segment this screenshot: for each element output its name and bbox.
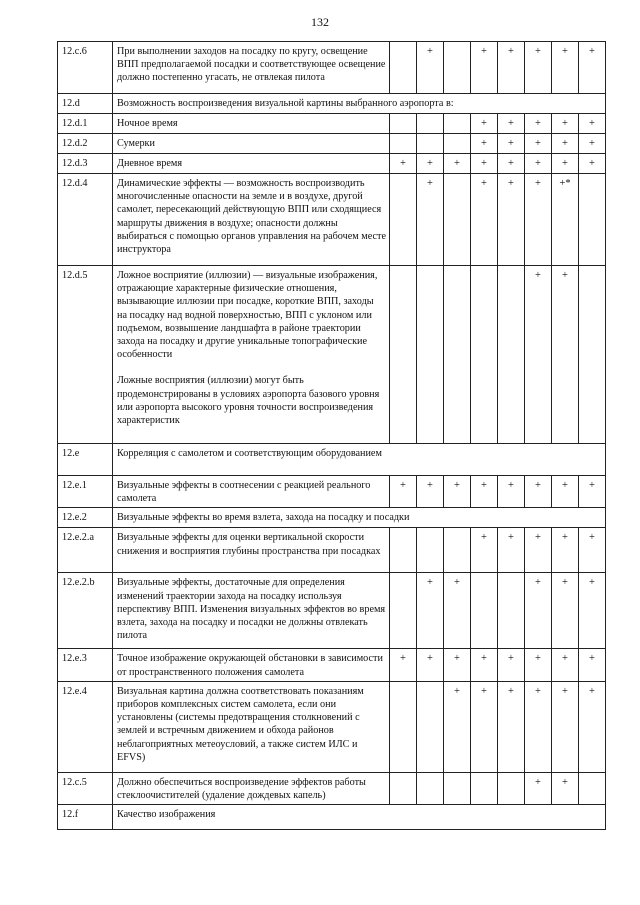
table-row (58, 528, 606, 573)
level-mark-3 (444, 772, 471, 804)
table-row (58, 573, 606, 649)
level-mark-5: + (498, 134, 525, 154)
level-mark-8: + (579, 528, 606, 573)
page-number: 132 (311, 15, 329, 29)
level-mark-3 (444, 174, 471, 266)
level-mark-3 (444, 528, 471, 573)
level-mark-2: + (417, 573, 444, 649)
row-description (113, 681, 390, 772)
row-code: 12.c.5 (58, 772, 113, 804)
level-mark-6: + (525, 154, 552, 174)
description-paragraph: Дневное время (117, 158, 183, 169)
level-mark-2: + (417, 154, 444, 174)
row-code: 12.c.6 (58, 42, 113, 94)
level-mark-4: + (471, 42, 498, 94)
description-paragraph: Корреляция с самолетом и соответствующим оборудованием (117, 448, 382, 459)
level-mark-8 (579, 772, 606, 804)
level-mark-7: + (552, 681, 579, 772)
description-paragraph: Визуальные эффекты, достаточные для определения изменений траектории захода на посадку используя перспективу ВПП. Изменения визуальных эффектов во время взлета, захода на посадку и посадки не должны отвлекать пилота (117, 577, 386, 642)
level-mark-3 (444, 42, 471, 94)
description-paragraph: Ложное восприятие (иллюзии) — визуальные изображения, отражающие характерные физические отношения, вызывающие иллюзии при посадке, короткие ВПП, заходы на посадку над водной поверхностью, ВПП с уклоном или подъемом, возвышение ландшафта в районе траектории захода на посадку и другие уникальные топографические особенности (117, 270, 378, 361)
row-description (113, 444, 606, 476)
level-mark-1 (390, 42, 417, 94)
level-mark-2 (417, 266, 444, 444)
row-description (113, 134, 390, 154)
table-row (58, 681, 606, 772)
level-mark-6: + (525, 114, 552, 134)
level-mark-2 (417, 134, 444, 154)
level-mark-5: + (498, 681, 525, 772)
level-mark-3: + (444, 681, 471, 772)
level-mark-7: + (552, 573, 579, 649)
row-code: 12.e (58, 444, 113, 476)
row-description (113, 154, 390, 174)
level-mark-6: + (525, 174, 552, 266)
row-description (113, 805, 606, 830)
level-mark-1 (390, 114, 417, 134)
level-mark-1 (390, 573, 417, 649)
table-row (58, 476, 606, 508)
level-mark-7: +* (552, 174, 579, 266)
level-mark-1 (390, 134, 417, 154)
level-mark-4: + (471, 174, 498, 266)
row-code: 12.e.2.a (58, 528, 113, 573)
level-mark-8: + (579, 134, 606, 154)
level-mark-8: + (579, 681, 606, 772)
level-mark-5 (498, 266, 525, 444)
level-mark-4 (471, 573, 498, 649)
level-mark-7: + (552, 476, 579, 508)
table-row (58, 805, 606, 830)
level-mark-3: + (444, 573, 471, 649)
level-mark-6: + (525, 681, 552, 772)
level-mark-2: + (417, 42, 444, 94)
level-mark-3 (444, 114, 471, 134)
level-mark-4 (471, 772, 498, 804)
level-mark-8: + (579, 154, 606, 174)
level-mark-6: + (525, 476, 552, 508)
level-mark-6: + (525, 573, 552, 649)
level-mark-3: + (444, 154, 471, 174)
level-mark-1: + (390, 476, 417, 508)
row-code: 12.d.1 (58, 114, 113, 134)
level-mark-5: + (498, 649, 525, 681)
level-mark-6: + (525, 649, 552, 681)
level-mark-5: + (498, 114, 525, 134)
level-mark-8: + (579, 573, 606, 649)
table-row (58, 154, 606, 174)
row-code: 12.e.1 (58, 476, 113, 508)
description-paragraph: Должно обеспечиться воспроизведение эффектов работы стеклоочистителей (удаление дождевых капель) (117, 776, 366, 802)
level-mark-5: + (498, 174, 525, 266)
level-mark-4: + (471, 528, 498, 573)
level-mark-1 (390, 772, 417, 804)
level-mark-1: + (390, 154, 417, 174)
level-mark-7: + (552, 772, 579, 804)
row-description (113, 114, 390, 134)
table-row (58, 114, 606, 134)
level-mark-8 (579, 266, 606, 444)
description-paragraph: Визуальные эффекты во время взлета, захода на посадку и посадки (117, 512, 410, 524)
level-mark-1 (390, 528, 417, 573)
level-mark-2: + (417, 174, 444, 266)
level-mark-4: + (471, 134, 498, 154)
level-mark-1: + (390, 649, 417, 681)
level-mark-3 (444, 266, 471, 444)
row-code: 12.f (58, 805, 113, 830)
row-code: 12.e.3 (58, 649, 113, 681)
row-code: 12.d.2 (58, 134, 113, 154)
description-paragraph: Ночное время (117, 118, 178, 129)
row-code: 12.d.5 (58, 266, 113, 444)
level-mark-8: + (579, 42, 606, 94)
level-mark-2 (417, 114, 444, 134)
level-mark-5: + (498, 42, 525, 94)
level-mark-7: + (552, 266, 579, 444)
level-mark-7: + (552, 42, 579, 94)
level-mark-2 (417, 528, 444, 573)
level-mark-6: + (525, 42, 552, 94)
level-mark-2 (417, 681, 444, 772)
level-mark-7: + (552, 649, 579, 681)
level-mark-5 (498, 772, 525, 804)
row-code: 12.e.2.b (58, 573, 113, 649)
description-paragraph: Качество изображения (117, 809, 216, 821)
row-description (113, 42, 390, 94)
table-row (58, 94, 606, 114)
level-mark-4: + (471, 154, 498, 174)
row-code: 12.e.4 (58, 681, 113, 772)
level-mark-3: + (444, 649, 471, 681)
level-mark-5 (498, 573, 525, 649)
level-mark-4: + (471, 649, 498, 681)
level-mark-6: + (525, 528, 552, 573)
level-mark-5: + (498, 154, 525, 174)
row-description (113, 174, 390, 266)
level-mark-8: + (579, 649, 606, 681)
level-mark-7: + (552, 154, 579, 174)
level-mark-2: + (417, 649, 444, 681)
row-description (113, 94, 606, 114)
row-description (113, 649, 390, 681)
level-mark-7: + (552, 528, 579, 573)
row-code: 12.d.4 (58, 174, 113, 266)
row-description (113, 476, 390, 508)
level-mark-8: + (579, 114, 606, 134)
level-mark-2: + (417, 476, 444, 508)
table-row (58, 266, 606, 444)
table-row (58, 174, 606, 266)
row-code: 12.d.3 (58, 154, 113, 174)
level-mark-4: + (471, 681, 498, 772)
row-code: 12.d (58, 94, 113, 114)
description-paragraph: Визуальная картина должна соответствовать показаниям приборов комплексных систем самолета, если они установлены (системы предотвращения столкновений с землей и встречным движением и обхода районов неблагоприятных метеоусловий, а также систем ИЛС и EFVS) (117, 685, 364, 763)
row-description (113, 528, 390, 573)
level-mark-4: + (471, 476, 498, 508)
table-row (58, 444, 606, 476)
description-paragraph: Ложные восприятия (иллюзии) могут быть продемонстрированы в условиях аэропорта базового уровня или аэропорта высокого уровня точности воспроизведения характеристик (117, 375, 380, 427)
level-mark-6: + (525, 266, 552, 444)
level-mark-6: + (525, 134, 552, 154)
description-paragraph: При выполнении заходов на посадку по кругу, освещение ВПП предполагаемой посадки и соответствующее освещение должно постепенно угасать, не отвлекая пилота (117, 46, 386, 84)
table-row (58, 42, 606, 94)
row-code: 12.e.2 (58, 508, 113, 528)
level-mark-3: + (444, 476, 471, 508)
row-description (113, 508, 606, 528)
level-mark-8 (579, 174, 606, 266)
table-row (58, 649, 606, 681)
level-mark-1 (390, 174, 417, 266)
level-mark-8: + (579, 476, 606, 508)
level-mark-5: + (498, 528, 525, 573)
description-paragraph: Визуальные эффекты в соотнесении с реакцией реального самолета (117, 480, 371, 505)
row-description (113, 772, 390, 804)
table-row (58, 772, 606, 804)
level-mark-2 (417, 772, 444, 804)
level-mark-4 (471, 266, 498, 444)
requirements-table (57, 41, 606, 830)
description-paragraph: Точное изображение окружающей обстановки в зависимости от пространственного положения самолета (117, 653, 383, 678)
row-description (113, 573, 390, 649)
level-mark-3 (444, 134, 471, 154)
level-mark-7: + (552, 114, 579, 134)
row-description (113, 266, 390, 444)
description-paragraph: Возможность воспроизведения визуальной картины выбранного аэропорта в: (117, 98, 454, 109)
level-mark-4: + (471, 114, 498, 134)
table-row (58, 508, 606, 528)
level-mark-1 (390, 266, 417, 444)
level-mark-5: + (498, 476, 525, 508)
description-paragraph: Динамические эффекты — возможность воспроизводить многочисленные опасности на земле и в воздухе, другой самолет, пересекающий действующую ВПП или сходящиеся маршруты движения в воздухе; опасности должны выбираться с помощью органов управления на рабочем месте инструктора (117, 178, 386, 256)
table-row (58, 134, 606, 154)
level-mark-6: + (525, 772, 552, 804)
level-mark-7: + (552, 134, 579, 154)
description-paragraph: Сумерки (117, 138, 155, 149)
description-paragraph: Визуальные эффекты для оценки вертикальной скорости снижения и восприятия глубины пространства при посадках (117, 532, 381, 557)
level-mark-1 (390, 681, 417, 772)
